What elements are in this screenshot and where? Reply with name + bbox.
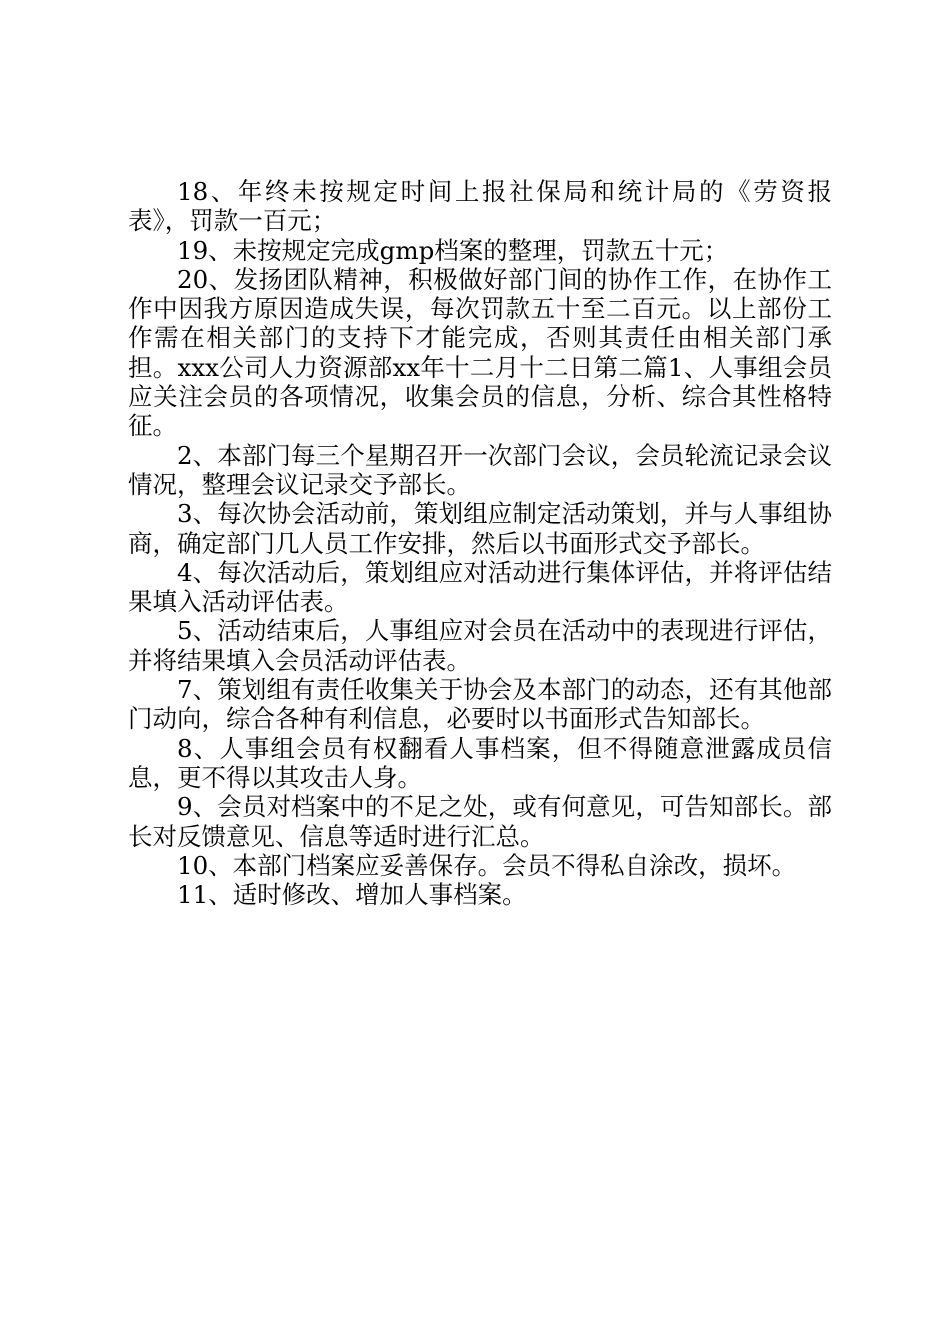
paragraph-4: 4、每次活动后，策划组应对活动进行集体评估，并将评估结果填入活动评估表。 (128, 557, 832, 617)
paragraph-7: 7、策划组有责任收集关于协会及本部门的动态，还有其他部门动向，综合各种有利信息，必要时以书面形式告知部长。 (128, 675, 832, 734)
paragraph-2: 2、本部门每三个星期召开一次部门会议，会员轮流记录会议情况，整理会议记录交予部长。 (128, 440, 832, 499)
paragraph-8: 8、人事组会员有权翻看人事档案，但不得随意泄露成员信息，更不得以其攻击人身。 (128, 733, 832, 792)
document-body (128, 177, 832, 909)
paragraph-3: 3、每次协会活动前，策划组应制定活动策划，并与人事组协商，确定部门几人员工作安排，然后以书面形式交予部长。 (128, 499, 832, 558)
paragraph-5: 5、活动结束后，人事组应对会员在活动中的表现进行评估，并将结果填入会员活动评估表。 (128, 616, 832, 675)
paragraph-10: 10、本部门档案应妥善保存。会员不得私自涂改，损坏。 (177, 850, 797, 880)
paragraph-11: 11、适时修改、增加人事档案。 (177, 880, 527, 910)
paragraph-18: 18、年终未按规定时间上报社保局和统计局的《劳资报表》，罚款一百元； (128, 177, 832, 236)
paragraph-9: 9、会员对档案中的不足之处，或有何意见，可告知部长。部长对反馈意见、信息等适时进行汇总。 (128, 792, 832, 851)
paragraph-19: 19、未按规定完成gmp档案的整理，罚款五十元； (177, 235, 729, 265)
paragraph-20: 20、发扬团队精神，积极做好部门间的协作工作，在协作工作中因我方原因造成失误，每次罚款五十至二百元。以上部份工作需在相关部门的支持下才能完成，否则其责任由相关部门承担。xxx公司人力资源部xx年十二月十二日第二篇1、人事组会员应关注会员的各项情况，收集会员的信息，分析、综合其性格特征。 (128, 264, 832, 441)
